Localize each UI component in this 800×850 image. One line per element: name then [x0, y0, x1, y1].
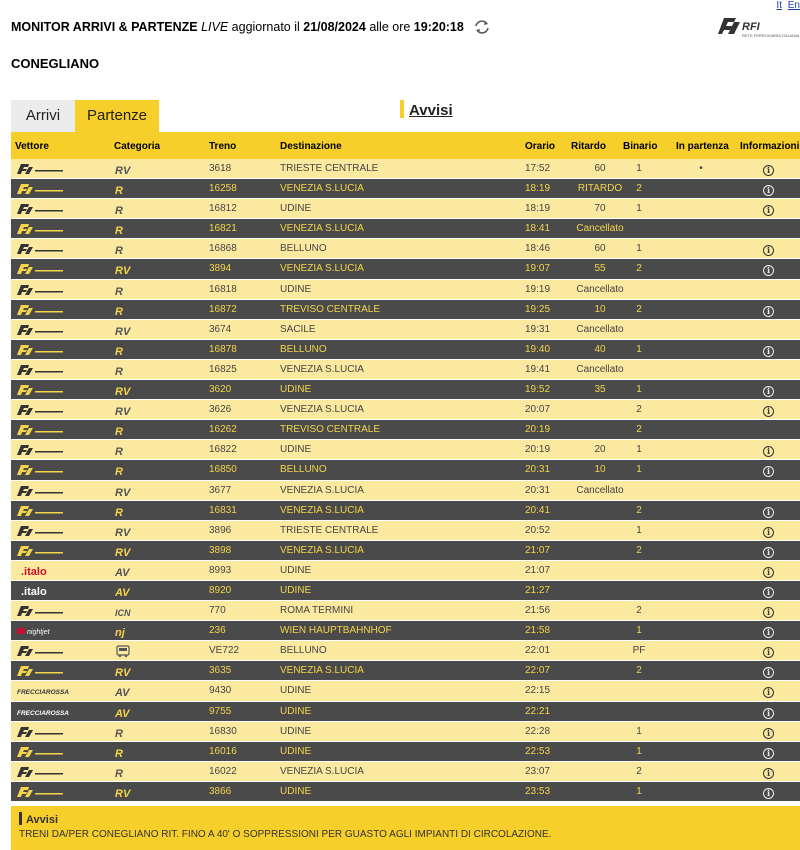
- info-icon: i: [763, 446, 774, 457]
- platform: 2: [636, 404, 642, 416]
- destination: VENEZIA S.LUCIA: [280, 665, 364, 677]
- platform: PF: [632, 645, 646, 657]
- table-row[interactable]: [11, 179, 800, 199]
- departure-time: 22:28: [525, 725, 551, 737]
- col-binario: Binario: [623, 141, 658, 152]
- table-row[interactable]: [11, 521, 800, 541]
- table-body: [11, 159, 800, 802]
- table-row[interactable]: [11, 440, 800, 460]
- title-bold: MONITOR ARRIVI & PARTENZE: [11, 20, 198, 34]
- table-row[interactable]: [11, 601, 800, 621]
- destination: UDINE: [280, 745, 312, 757]
- train-number: 16868: [209, 243, 237, 255]
- info-icon: i: [763, 567, 774, 578]
- table-row[interactable]: [11, 340, 800, 360]
- svg-text:R: R: [115, 285, 123, 297]
- destination: UDINE: [280, 283, 312, 295]
- col-treno: Treno: [209, 141, 237, 152]
- departure-time: 19:40: [525, 343, 551, 355]
- departure-time: 19:19: [525, 283, 551, 295]
- svg-text:nightjet: nightjet: [27, 629, 50, 637]
- table-row[interactable]: [11, 641, 800, 661]
- info-icon: i: [763, 466, 774, 477]
- table-row[interactable]: [11, 581, 800, 601]
- title-live: LIVE: [201, 20, 229, 34]
- svg-text:FRECCIAROSSA: FRECCIAROSSA: [17, 709, 70, 717]
- info-icon: i: [763, 607, 774, 618]
- table-row[interactable]: [11, 681, 800, 701]
- rfi-logo-text: RFI: [742, 21, 760, 33]
- departure-time: 21:27: [525, 584, 551, 596]
- destination: BELLUNO: [280, 464, 327, 476]
- table-row[interactable]: [11, 280, 800, 300]
- departure-time: 23:53: [525, 785, 551, 797]
- rfi-logo: [716, 14, 800, 40]
- train-number: 16830: [209, 725, 237, 737]
- departure-time: 20:07: [525, 404, 551, 416]
- platform: 1: [636, 464, 642, 476]
- info-icon: i: [763, 245, 774, 256]
- departure-time: 20:52: [525, 524, 551, 536]
- svg-text:.italo: .italo: [21, 585, 47, 598]
- platform: 2: [636, 303, 642, 315]
- destination: VENEZIA S.LUCIA: [280, 183, 364, 195]
- tab-arrivals[interactable]: Arrivi: [11, 100, 75, 132]
- info-icon: i: [763, 346, 774, 357]
- info-icon: i: [763, 527, 774, 538]
- svg-text:RV: RV: [115, 265, 131, 277]
- table-row[interactable]: [11, 300, 800, 320]
- destination: UDINE: [280, 203, 312, 215]
- svg-text:R: R: [115, 767, 123, 779]
- platform: 1: [636, 725, 642, 737]
- delay: RITARDO: [577, 183, 623, 195]
- svg-text:.italo: .italo: [21, 565, 47, 578]
- platform: 1: [636, 745, 642, 757]
- departures-board: [11, 132, 800, 802]
- svg-text:nj: nj: [115, 627, 125, 639]
- delay: Cancellato: [576, 223, 624, 235]
- train-number: 16022: [209, 765, 237, 777]
- delay: 35: [594, 384, 606, 396]
- destination: TRIESTE CENTRALE: [280, 163, 379, 174]
- svg-text:RV: RV: [115, 667, 131, 679]
- update-date: 21/08/2024: [303, 20, 366, 34]
- page-title: [11, 19, 491, 38]
- title-updated: aggiornato il: [231, 20, 300, 34]
- svg-text:R: R: [115, 466, 123, 478]
- train-number: 16818: [209, 283, 237, 295]
- delay: 20: [594, 444, 606, 456]
- destination: UDINE: [280, 444, 312, 456]
- station-name: CONEGLIANO: [11, 56, 100, 71]
- destination: VENEZIA S.LUCIA: [280, 404, 364, 416]
- destination: VENEZIA S.LUCIA: [280, 223, 364, 235]
- table-row[interactable]: [11, 420, 800, 440]
- table-row[interactable]: [11, 460, 800, 480]
- train-number: 3894: [209, 263, 232, 275]
- svg-text:ICN: ICN: [115, 608, 131, 619]
- delay: 10: [594, 303, 606, 315]
- platform: 1: [636, 524, 642, 536]
- destination: VENEZIA S.LUCIA: [280, 765, 364, 777]
- platform: 2: [636, 424, 642, 436]
- table-row[interactable]: [11, 199, 800, 219]
- avvisi-mark-icon: [400, 100, 404, 118]
- rfi-logo-subtitle: RETE FERROVIARIA ITALIANA: [742, 33, 800, 38]
- train-number: 16831: [209, 504, 237, 516]
- platform: 1: [636, 203, 642, 215]
- avvisi-link[interactable]: [400, 100, 453, 119]
- platform: 1: [636, 785, 642, 797]
- svg-text:AV: AV: [115, 687, 130, 699]
- update-time: 19:20:18: [413, 20, 464, 34]
- train-number: 8993: [209, 564, 232, 576]
- platform: 1: [636, 625, 642, 637]
- departure-time: 20:41: [525, 504, 551, 516]
- alert-box: [11, 806, 800, 850]
- table-row[interactable]: [11, 320, 800, 340]
- table-row[interactable]: [11, 782, 800, 802]
- train-number: 3866: [209, 785, 232, 797]
- departure-time: 22:21: [525, 705, 551, 717]
- info-icon: i: [763, 265, 774, 276]
- departure-time: 19:52: [525, 384, 551, 396]
- svg-text:RV: RV: [115, 787, 131, 799]
- destination: UDINE: [280, 705, 312, 717]
- platform: 1: [636, 384, 642, 396]
- train-number: 9755: [209, 705, 232, 717]
- at-label: alle ore: [369, 20, 411, 34]
- train-number: 16821: [209, 223, 237, 235]
- delay: 10: [594, 464, 606, 476]
- destination: UDINE: [280, 584, 312, 596]
- table-row[interactable]: [11, 501, 800, 521]
- destination: UDINE: [280, 564, 312, 576]
- svg-text:R: R: [115, 365, 123, 377]
- departure-time: 18:19: [525, 203, 551, 215]
- svg-text:RV: RV: [115, 406, 131, 418]
- platform: 1: [636, 343, 642, 355]
- destination: TREVISO CENTRALE: [280, 424, 381, 436]
- platform: 1: [636, 163, 642, 174]
- delay: 70: [594, 203, 606, 215]
- delay: Cancellato: [576, 484, 624, 496]
- delay: 40: [594, 343, 606, 355]
- table-row[interactable]: [11, 380, 800, 400]
- departure-time: 21:56: [525, 605, 551, 617]
- destination: WIEN HAUPTBAHNHOF: [280, 625, 392, 637]
- departure-time: 22:07: [525, 665, 551, 677]
- train-number: 16850: [209, 464, 237, 476]
- train-number: 16016: [209, 745, 237, 757]
- departing-indicator: •: [699, 163, 703, 174]
- info-icon: i: [763, 667, 774, 678]
- svg-text:RV: RV: [115, 486, 131, 498]
- svg-text:RV: RV: [115, 386, 131, 398]
- info-icon: i: [763, 687, 774, 698]
- svg-text:R: R: [115, 727, 123, 739]
- info-icon: i: [763, 728, 774, 739]
- info-icon: i: [763, 788, 774, 799]
- platform: 2: [636, 665, 642, 677]
- col-destinazione: Destinazione: [280, 141, 342, 152]
- svg-text:R: R: [115, 205, 123, 217]
- destination: SACILE: [280, 323, 316, 335]
- train-number: 16262: [209, 424, 237, 436]
- info-icon: i: [763, 627, 774, 638]
- train-number: 16825: [209, 363, 237, 375]
- delay: Cancellato: [576, 323, 624, 335]
- col-ritardo: Ritardo: [571, 141, 606, 152]
- departure-time: 21:07: [525, 544, 551, 556]
- platform: 2: [636, 504, 642, 516]
- svg-text:R: R: [115, 446, 123, 458]
- train-number: 3626: [209, 404, 232, 416]
- table-row[interactable]: [11, 360, 800, 380]
- svg-text:RV: RV: [115, 546, 131, 558]
- svg-text:R: R: [115, 225, 123, 237]
- train-number: 3618: [209, 163, 232, 174]
- departure-time: 18:46: [525, 243, 551, 255]
- platform: 1: [636, 243, 642, 255]
- svg-text:R: R: [115, 506, 123, 518]
- table-row[interactable]: [11, 661, 800, 681]
- info-icon: i: [763, 386, 774, 397]
- destination: VENEZIA S.LUCIA: [280, 544, 364, 556]
- svg-text:R: R: [115, 345, 123, 357]
- svg-text:RV: RV: [115, 165, 131, 176]
- destination: BELLUNO: [280, 343, 327, 355]
- platform: 2: [636, 765, 642, 777]
- info-icon: i: [763, 647, 774, 658]
- departure-time: 18:41: [525, 223, 551, 235]
- info-icon: i: [763, 587, 774, 598]
- svg-text:FRECCIAROSSA: FRECCIAROSSA: [17, 689, 70, 697]
- destination: UDINE: [280, 785, 312, 797]
- train-number: 3674: [209, 323, 232, 335]
- alert-title-text: Avvisi: [26, 814, 59, 826]
- train-number: 3635: [209, 665, 232, 677]
- train-number: 16822: [209, 444, 237, 456]
- table-row[interactable]: [11, 541, 800, 561]
- platform: 2: [636, 263, 642, 275]
- info-icon: i: [763, 547, 774, 558]
- train-number: 9430: [209, 685, 232, 697]
- svg-text:R: R: [115, 426, 123, 438]
- departure-time: 19:31: [525, 323, 551, 335]
- lang-en-link[interactable]: En: [787, 0, 800, 11]
- train-number: 3620: [209, 384, 232, 396]
- platform: 2: [636, 183, 642, 195]
- destination: ROMA TERMINI: [280, 605, 354, 617]
- table-row[interactable]: [11, 239, 800, 259]
- table-row[interactable]: [11, 400, 800, 420]
- board-tabs: [11, 100, 159, 132]
- info-icon: i: [763, 165, 774, 176]
- departure-time: 19:25: [525, 303, 551, 315]
- table-row[interactable]: [11, 762, 800, 782]
- platform: 2: [636, 544, 642, 556]
- language-switch: [773, 0, 800, 11]
- departure-time: 20:31: [525, 484, 551, 496]
- platform: 2: [636, 605, 642, 617]
- departure-time: 19:41: [525, 363, 551, 375]
- departure-time: 17:52: [525, 163, 551, 174]
- info-icon: i: [763, 185, 774, 196]
- departure-time: 22:53: [525, 745, 551, 757]
- delay: Cancellato: [576, 283, 624, 295]
- train-number: 3677: [209, 484, 232, 496]
- info-icon: i: [763, 708, 774, 719]
- avvisi-label: Avvisi: [409, 102, 453, 119]
- train-number: 236: [209, 625, 226, 637]
- destination: UDINE: [280, 725, 312, 737]
- svg-text:AV: AV: [115, 586, 130, 598]
- train-number: VE722: [209, 645, 240, 657]
- tab-departures[interactable]: Partenze: [75, 100, 159, 132]
- destination: BELLUNO: [280, 645, 327, 657]
- destination: VENEZIA S.LUCIA: [280, 263, 364, 275]
- table-row[interactable]: [11, 561, 800, 581]
- info-icon: i: [763, 205, 774, 216]
- departure-time: 19:07: [525, 263, 551, 275]
- destination: VENEZIA S.LUCIA: [280, 363, 364, 375]
- train-number: 3898: [209, 544, 232, 556]
- train-number: 16258: [209, 183, 237, 195]
- destination: BELLUNO: [280, 243, 327, 255]
- destination: VENEZIA S.LUCIA: [280, 504, 364, 516]
- train-number: 16878: [209, 343, 237, 355]
- alert-text: TRENI DA/PER CONEGLIANO RIT. FINO A 40' O SOPPRESSIONI PER GUASTO AGLI IMPIANTI DI CIRCOLAZIONE.: [19, 829, 552, 840]
- departure-time: 20:19: [525, 424, 551, 436]
- departure-time: 22:15: [525, 685, 551, 697]
- alert-title: [19, 812, 792, 826]
- table-row[interactable]: [11, 742, 800, 762]
- svg-text:AV: AV: [115, 566, 130, 578]
- platform: 1: [636, 444, 642, 456]
- table-row[interactable]: [11, 259, 800, 279]
- departure-time: 21:07: [525, 564, 551, 576]
- col-vettore: Vettore: [15, 141, 49, 152]
- table-row[interactable]: [11, 621, 800, 641]
- delay: 60: [594, 243, 606, 255]
- table-row[interactable]: [11, 722, 800, 742]
- delay: 55: [594, 263, 606, 275]
- table-row[interactable]: [11, 219, 800, 239]
- destination: TRIESTE CENTRALE: [280, 524, 379, 536]
- svg-text:RV: RV: [115, 526, 131, 538]
- table-row[interactable]: [11, 702, 800, 722]
- svg-text:R: R: [115, 185, 123, 197]
- train-number: 16872: [209, 303, 237, 315]
- departure-time: 20:31: [525, 464, 551, 476]
- info-icon: i: [763, 306, 774, 317]
- alert-mark-icon: [19, 812, 22, 825]
- svg-text:RV: RV: [115, 325, 131, 337]
- train-number: 8920: [209, 584, 232, 596]
- info-icon: i: [763, 748, 774, 759]
- departure-time: 23:07: [525, 765, 551, 777]
- svg-text:R: R: [115, 305, 123, 317]
- col-in-partenza: In partenza: [676, 141, 729, 152]
- destination: VENEZIA S.LUCIA: [280, 484, 364, 496]
- delay: Cancellato: [576, 363, 624, 375]
- refresh-icon[interactable]: [473, 19, 491, 38]
- departure-time: 18:19: [525, 183, 551, 195]
- table-row[interactable]: [11, 159, 800, 179]
- table-header: [11, 132, 800, 159]
- info-icon: i: [763, 507, 774, 518]
- lang-it-link[interactable]: It: [776, 0, 782, 11]
- svg-text:R: R: [115, 245, 123, 257]
- departure-time: 22:01: [525, 645, 551, 657]
- col-orario: Orario: [525, 141, 556, 152]
- departure-time: 21:58: [525, 625, 551, 637]
- svg-text:AV: AV: [115, 707, 130, 719]
- train-number: 3896: [209, 524, 232, 536]
- svg-text:R: R: [115, 747, 123, 759]
- destination: TREVISO CENTRALE: [280, 303, 381, 315]
- departure-time: 20:19: [525, 444, 551, 456]
- delay: 60: [594, 163, 606, 174]
- train-number: 16812: [209, 203, 237, 215]
- info-icon: i: [763, 406, 774, 417]
- col-categoria: Categoria: [114, 141, 161, 152]
- info-icon: i: [763, 768, 774, 779]
- table-row[interactable]: [11, 481, 800, 501]
- destination: UDINE: [280, 685, 312, 697]
- col-informazioni: Informazioni: [740, 141, 800, 152]
- destination: UDINE: [280, 384, 312, 396]
- train-number: 770: [209, 605, 226, 617]
